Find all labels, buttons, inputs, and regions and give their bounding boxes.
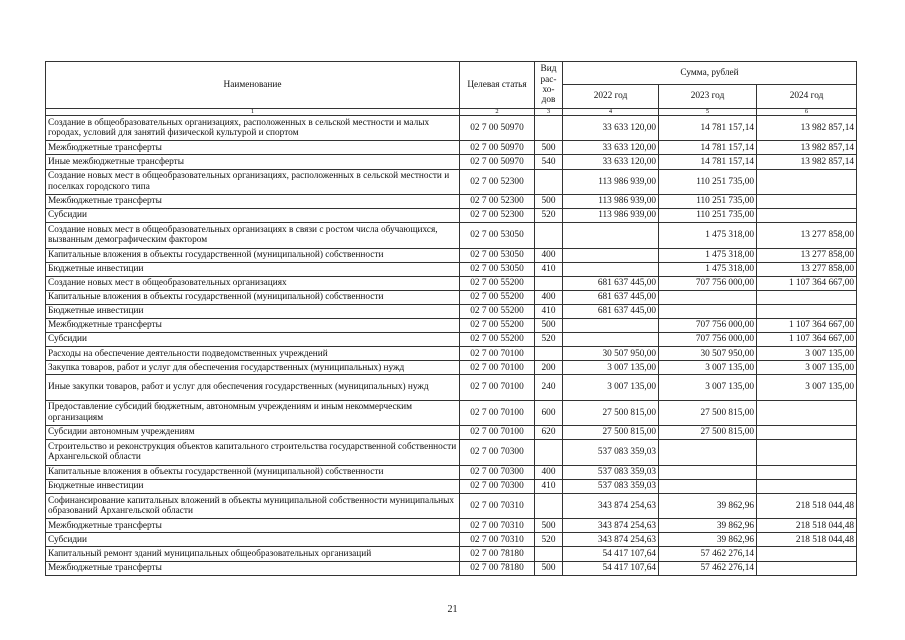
expense-type-cell: [535, 116, 563, 141]
expense-type-cell: 520: [535, 333, 563, 347]
sum-2024-cell: [757, 479, 857, 493]
sum-2023-cell: [659, 479, 757, 493]
sum-2022-cell: 113 986 939,00: [563, 194, 659, 208]
sum-2023-cell: 707 756 000,00: [659, 333, 757, 347]
sum-2023-cell: 27 500 815,00: [659, 400, 757, 425]
row-name: Капитальный ремонт зданий муниципальных общеобразовательных организаций: [46, 547, 460, 561]
table-row: [46, 304, 857, 318]
table-row: [46, 333, 857, 347]
target-article-cell: 02 7 00 53050: [460, 248, 535, 262]
header-expense-type: Вид рас-хо-дов: [535, 62, 563, 109]
row-name: Субсидии: [46, 333, 460, 347]
table-row: [46, 248, 857, 262]
table-row: [46, 223, 857, 248]
target-article-cell: 02 7 00 70310: [460, 493, 535, 518]
sum-2024-cell: 13 277 858,00: [757, 223, 857, 248]
row-name: Предоставление субсидий бюджетным, автономным учреждениям и иным некоммерческим организациям: [46, 400, 460, 425]
column-number: 3: [535, 109, 563, 116]
expense-type-cell: [535, 440, 563, 465]
sum-2024-cell: 218 518 044,48: [757, 493, 857, 518]
target-article-cell: 02 7 00 70300: [460, 465, 535, 479]
sum-2023-cell: 1 475 318,00: [659, 223, 757, 248]
table-row: [46, 465, 857, 479]
expense-type-cell: 410: [535, 479, 563, 493]
row-name: Межбюджетные трансферты: [46, 561, 460, 575]
sum-2023-cell: [659, 290, 757, 304]
row-name: Создание новых мест в общеобразовательных организациях в связи с ростом числа обучающихся, вызванным демографическим фактором: [46, 223, 460, 248]
sum-2024-cell: [757, 440, 857, 465]
table-row: [46, 375, 857, 400]
target-article-cell: 02 7 00 55200: [460, 319, 535, 333]
expense-type-cell: [535, 223, 563, 248]
row-name: Бюджетные инвестиции: [46, 262, 460, 276]
sum-2024-cell: [757, 561, 857, 575]
sum-2023-cell: 14 781 157,14: [659, 116, 757, 141]
expense-type-cell: 240: [535, 375, 563, 400]
column-number: 6: [757, 109, 857, 116]
table-row: [46, 262, 857, 276]
header-year-2022: 2022 год: [563, 85, 659, 109]
sum-2022-cell: 33 633 120,00: [563, 141, 659, 155]
sum-2023-cell: 14 781 157,14: [659, 141, 757, 155]
row-name: Субсидии: [46, 533, 460, 547]
sum-2022-cell: [563, 223, 659, 248]
table-row: [46, 547, 857, 561]
table-row: [46, 290, 857, 304]
expense-type-cell: 500: [535, 141, 563, 155]
table-row: [46, 141, 857, 155]
sum-2022-cell: 537 083 359,03: [563, 465, 659, 479]
row-name: Создание новых мест в общеобразовательных организациях, расположенных в сельской местности и поселках городского типа: [46, 169, 460, 194]
sum-2024-cell: 13 277 858,00: [757, 248, 857, 262]
sum-2024-cell: 218 518 044,48: [757, 533, 857, 547]
target-article-cell: 02 7 00 55200: [460, 333, 535, 347]
expense-type-cell: 410: [535, 262, 563, 276]
table-row: [46, 440, 857, 465]
column-number: 5: [659, 109, 757, 116]
row-name: Капитальные вложения в объекты государственной (муниципальной) собственности: [46, 248, 460, 262]
budget-table: [45, 61, 857, 576]
sum-2024-cell: 1 107 364 667,00: [757, 319, 857, 333]
sum-2022-cell: 113 986 939,00: [563, 209, 659, 223]
sum-2023-cell: 39 862,96: [659, 533, 757, 547]
sum-2022-cell: 3 007 135,00: [563, 375, 659, 400]
sum-2022-cell: 113 986 939,00: [563, 169, 659, 194]
target-article-cell: 02 7 00 78180: [460, 547, 535, 561]
sum-2022-cell: 27 500 815,00: [563, 400, 659, 425]
sum-2024-cell: 3 007 135,00: [757, 361, 857, 375]
row-name: Капитальные вложения в объекты государственной (муниципальной) собственности: [46, 290, 460, 304]
table-row: [46, 533, 857, 547]
sum-2022-cell: 681 637 445,00: [563, 276, 659, 290]
target-article-cell: 02 7 00 50970: [460, 141, 535, 155]
table-body: [46, 116, 857, 576]
header-year-2024: 2024 год: [757, 85, 857, 109]
row-name: Закупка товаров, работ и услуг для обеспечения государственных (муниципальных) нужд: [46, 361, 460, 375]
target-article-cell: 02 7 00 52300: [460, 169, 535, 194]
target-article-cell: 02 7 00 52300: [460, 209, 535, 223]
table-row: [46, 319, 857, 333]
sum-2022-cell: 54 417 107,64: [563, 561, 659, 575]
sum-2022-cell: 537 083 359,03: [563, 440, 659, 465]
sum-2024-cell: 1 107 364 667,00: [757, 276, 857, 290]
expense-type-cell: 520: [535, 209, 563, 223]
row-name: Субсидии: [46, 209, 460, 223]
expense-type-cell: 620: [535, 426, 563, 440]
row-name: Межбюджетные трансферты: [46, 519, 460, 533]
expense-type-cell: 500: [535, 561, 563, 575]
sum-2023-cell: 3 007 135,00: [659, 361, 757, 375]
table-row: [46, 169, 857, 194]
sum-2024-cell: [757, 290, 857, 304]
expense-type-cell: 400: [535, 248, 563, 262]
column-number: 4: [563, 109, 659, 116]
sum-2024-cell: [757, 209, 857, 223]
sum-2022-cell: 681 637 445,00: [563, 304, 659, 318]
target-article-cell: 02 7 00 70100: [460, 347, 535, 361]
sum-2022-cell: 54 417 107,64: [563, 547, 659, 561]
sum-2022-cell: 30 507 950,00: [563, 347, 659, 361]
target-article-cell: 02 7 00 55200: [460, 276, 535, 290]
expense-type-cell: 500: [535, 519, 563, 533]
sum-2023-cell: 14 781 157,14: [659, 155, 757, 169]
expense-type-cell: 540: [535, 155, 563, 169]
sum-2022-cell: 681 637 445,00: [563, 290, 659, 304]
expense-type-cell: [535, 169, 563, 194]
sum-2024-cell: 3 007 135,00: [757, 375, 857, 400]
sum-2023-cell: 39 862,96: [659, 493, 757, 518]
sum-2022-cell: 537 083 359,03: [563, 479, 659, 493]
table-row: [46, 561, 857, 575]
sum-2022-cell: 343 874 254,63: [563, 493, 659, 518]
table-row: [46, 209, 857, 223]
sum-2022-cell: 343 874 254,63: [563, 533, 659, 547]
header-target-article: Целевая статья: [460, 62, 535, 109]
target-article-cell: 02 7 00 55200: [460, 304, 535, 318]
target-article-cell: 02 7 00 70300: [460, 440, 535, 465]
target-article-cell: 02 7 00 55200: [460, 290, 535, 304]
row-name: Расходы на обеспечение деятельности подведомственных учреждений: [46, 347, 460, 361]
table-header: [46, 62, 857, 116]
table-row: [46, 400, 857, 425]
sum-2024-cell: [757, 169, 857, 194]
sum-2022-cell: [563, 262, 659, 276]
table-row: [46, 347, 857, 361]
row-name: Бюджетные инвестиции: [46, 304, 460, 318]
sum-2024-cell: 13 277 858,00: [757, 262, 857, 276]
target-article-cell: 02 7 00 50970: [460, 155, 535, 169]
row-name: Строительство и реконструкция объектов капитального строительства государственной собственности Архангельской области: [46, 440, 460, 465]
header-sum: Сумма, рублей: [563, 62, 857, 85]
target-article-cell: 02 7 00 52300: [460, 194, 535, 208]
header-name: Наименование: [46, 62, 460, 109]
row-name: Создание в общеобразовательных организациях, расположенных в сельской местности и малых городах, условий для занятий физической культурой и спортом: [46, 116, 460, 141]
table-row: [46, 479, 857, 493]
target-article-cell: 02 7 00 78180: [460, 561, 535, 575]
sum-2024-cell: [757, 465, 857, 479]
sum-2023-cell: 110 251 735,00: [659, 194, 757, 208]
expense-type-cell: 410: [535, 304, 563, 318]
expense-type-cell: 600: [535, 400, 563, 425]
column-number: 2: [460, 109, 535, 116]
sum-2024-cell: 1 107 364 667,00: [757, 333, 857, 347]
row-name: Межбюджетные трансферты: [46, 141, 460, 155]
target-article-cell: 02 7 00 70310: [460, 519, 535, 533]
expense-type-cell: [535, 547, 563, 561]
target-article-cell: 02 7 00 70310: [460, 533, 535, 547]
target-article-cell: 02 7 00 70100: [460, 361, 535, 375]
sum-2022-cell: [563, 248, 659, 262]
expense-type-cell: 200: [535, 361, 563, 375]
target-article-cell: 02 7 00 53050: [460, 262, 535, 276]
sum-2023-cell: 30 507 950,00: [659, 347, 757, 361]
sum-2022-cell: 33 633 120,00: [563, 155, 659, 169]
sum-2024-cell: [757, 400, 857, 425]
row-name: Иные межбюджетные трансферты: [46, 155, 460, 169]
sum-2024-cell: 3 007 135,00: [757, 347, 857, 361]
table-row: [46, 493, 857, 518]
expense-type-cell: 400: [535, 465, 563, 479]
row-name: Создание новых мест в общеобразовательных организациях: [46, 276, 460, 290]
sum-2022-cell: 343 874 254,63: [563, 519, 659, 533]
sum-2023-cell: 39 862,96: [659, 519, 757, 533]
target-article-cell: 02 7 00 70100: [460, 375, 535, 400]
sum-2023-cell: 57 462 276,14: [659, 547, 757, 561]
expense-type-cell: [535, 276, 563, 290]
expense-type-cell: [535, 493, 563, 518]
target-article-cell: 02 7 00 70300: [460, 479, 535, 493]
row-name: Иные закупки товаров, работ и услуг для обеспечения государственных (муниципальных) нужд: [46, 375, 460, 400]
table-row: [46, 155, 857, 169]
header-year-2023: 2023 год: [659, 85, 757, 109]
sum-2023-cell: 707 756 000,00: [659, 276, 757, 290]
target-article-cell: 02 7 00 53050: [460, 223, 535, 248]
sum-2022-cell: [563, 333, 659, 347]
table-row: [46, 276, 857, 290]
sum-2023-cell: 27 500 815,00: [659, 426, 757, 440]
expense-type-cell: [535, 347, 563, 361]
expense-type-cell: 500: [535, 319, 563, 333]
sum-2024-cell: 218 518 044,48: [757, 519, 857, 533]
sum-2023-cell: 707 756 000,00: [659, 319, 757, 333]
sum-2022-cell: 3 007 135,00: [563, 361, 659, 375]
row-name: Межбюджетные трансферты: [46, 319, 460, 333]
target-article-cell: 02 7 00 70100: [460, 400, 535, 425]
sum-2022-cell: [563, 319, 659, 333]
sum-2023-cell: 110 251 735,00: [659, 209, 757, 223]
table-row: [46, 194, 857, 208]
sum-2024-cell: [757, 194, 857, 208]
sum-2023-cell: [659, 304, 757, 318]
sum-2024-cell: 13 982 857,14: [757, 116, 857, 141]
expense-type-cell: 400: [535, 290, 563, 304]
sum-2023-cell: 57 462 276,14: [659, 561, 757, 575]
sum-2022-cell: 27 500 815,00: [563, 426, 659, 440]
expense-type-cell: 500: [535, 194, 563, 208]
table-row: [46, 426, 857, 440]
sum-2023-cell: [659, 440, 757, 465]
row-name: Бюджетные инвестиции: [46, 479, 460, 493]
row-name: Софинансирование капитальных вложений в объекты муниципальной собственности муниципальных образований Архангельской области: [46, 493, 460, 518]
sum-2023-cell: 1 475 318,00: [659, 262, 757, 276]
table-row: [46, 361, 857, 375]
sum-2023-cell: 1 475 318,00: [659, 248, 757, 262]
sum-2023-cell: 3 007 135,00: [659, 375, 757, 400]
sum-2024-cell: [757, 304, 857, 318]
table-row: [46, 519, 857, 533]
sum-2024-cell: [757, 547, 857, 561]
row-name: Капитальные вложения в объекты государственной (муниципальной) собственности: [46, 465, 460, 479]
sum-2024-cell: 13 982 857,14: [757, 141, 857, 155]
row-name: Межбюджетные трансферты: [46, 194, 460, 208]
target-article-cell: 02 7 00 70100: [460, 426, 535, 440]
column-number: 1: [46, 109, 460, 116]
sum-2023-cell: 110 251 735,00: [659, 169, 757, 194]
sum-2024-cell: 13 982 857,14: [757, 155, 857, 169]
table-row: [46, 116, 857, 141]
row-name: Субсидии автономным учреждениям: [46, 426, 460, 440]
page-number: 21: [447, 604, 458, 615]
sum-2023-cell: [659, 465, 757, 479]
target-article-cell: 02 7 00 50970: [460, 116, 535, 141]
sum-2024-cell: [757, 426, 857, 440]
sum-2022-cell: 33 633 120,00: [563, 116, 659, 141]
expense-type-cell: 520: [535, 533, 563, 547]
